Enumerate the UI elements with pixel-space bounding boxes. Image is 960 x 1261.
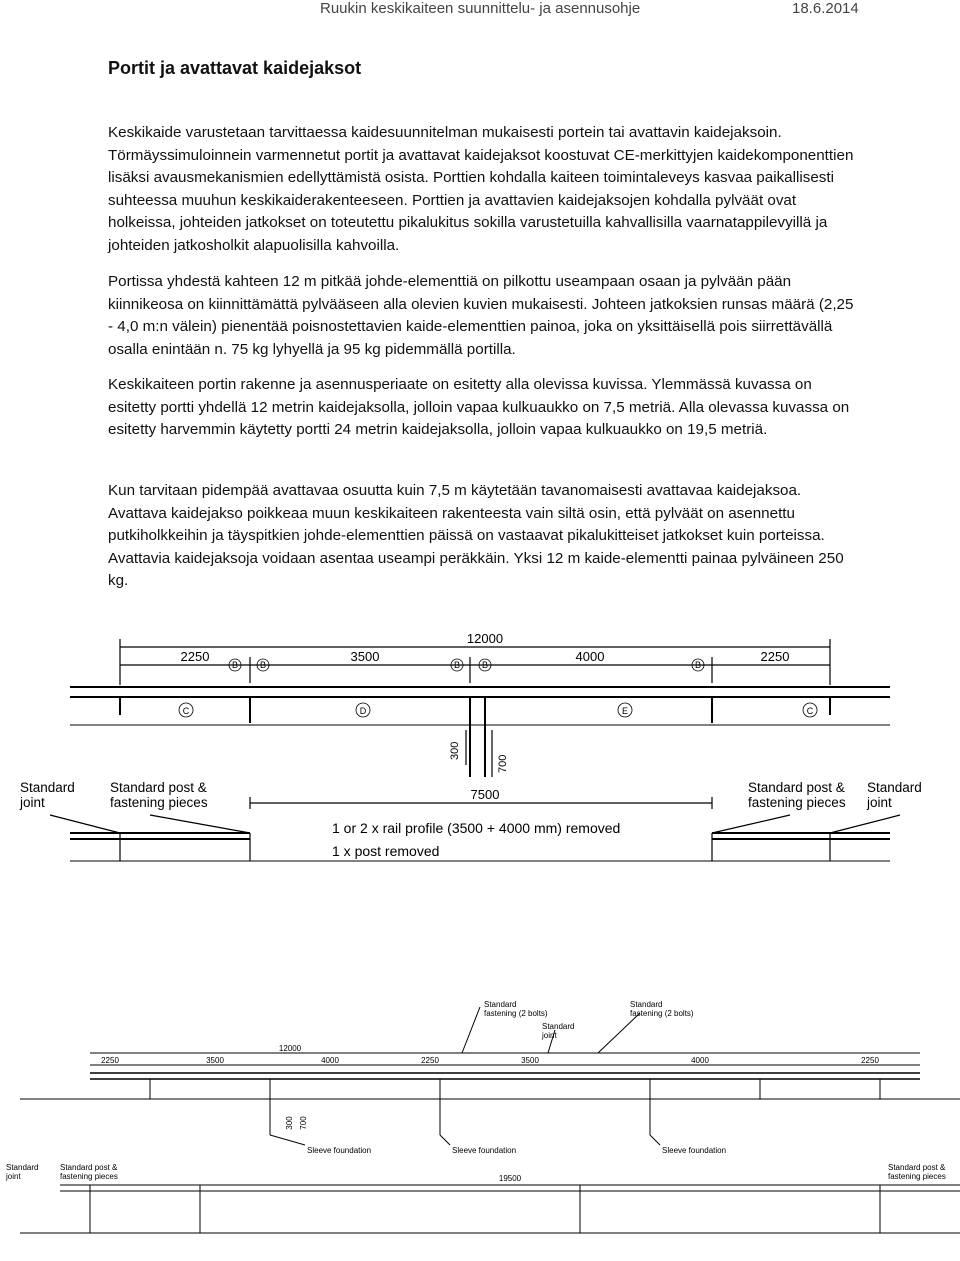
d2-std-fastening-b-2: fastening (2 bolts) (630, 1009, 694, 1018)
d1-left-joint-1: Standard (20, 780, 75, 795)
d2-seg-7: 2250 (861, 1056, 879, 1065)
d2-right-post-1: Standard post & (888, 1163, 946, 1172)
d1-note-1: 1 or 2 x rail profile (3500 + 4000 mm) removed (332, 820, 621, 836)
d1-detail-b2: B (259, 660, 267, 670)
d2-left-joint-1: Standard (6, 1163, 39, 1172)
paragraph-2: Portissa yhdestä kahteen 12 m pitkää johde-elementtiä on pilkottu useampaan osaan ja pylvään pään kiinnikeosa on kiinnittämättä pylvääseen alla olevien kuvien mukaisesti. Johteen jatkoksien runsas määrä (2,25 - 4,0 m:n välein) pienentää poisnostettavien kaide-elementtien painoa, joka on yksittäisellä pois siirrettävällä osalla enintään n. 75 kg lyhyellä ja 95 kg pidemmällä portilla. (108, 273, 854, 358)
d2-seg-1: 2250 (101, 1056, 119, 1065)
d2-right-post-2: fastening pieces (888, 1172, 946, 1181)
d1-seg-3: 4000 (575, 649, 605, 664)
document-title: Ruukin keskikaiteen suunnittelu- ja asennusohje (320, 0, 641, 17)
d2-std-fastening-a-1: Standard (484, 1000, 517, 1009)
d1-detail-d: D (359, 706, 367, 716)
d1-right-post-2: fastening pieces (748, 795, 846, 810)
d2-sleeve-1: Sleeve foundation (307, 1146, 372, 1155)
d1-detail-c2: C (806, 706, 814, 716)
d1-detail-c1: C (182, 706, 190, 716)
d2-seg-2: 3500 (206, 1056, 224, 1065)
d1-left-post-2: fastening pieces (110, 795, 208, 810)
d1-opening: 7500 (470, 787, 500, 802)
d1-note-2: 1 x post removed (332, 843, 440, 859)
section-title: Portit ja avattavat kaidejaksot (108, 58, 362, 78)
d1-right-post-1: Standard post & (748, 780, 845, 795)
d2-left-post-2: fastening pieces (60, 1172, 118, 1181)
d2-std-fastening-b-1: Standard (630, 1000, 663, 1009)
gate-diagram-12m (0, 625, 960, 895)
d1-detail-e: E (621, 706, 629, 716)
d2-sleeve-3: Sleeve foundation (662, 1146, 727, 1155)
d1-right-joint-2: joint (867, 795, 892, 810)
d1-seg-1: 2250 (180, 649, 210, 664)
d1-detail-b5: B (694, 660, 702, 670)
d2-std-fastening-a-2: fastening (2 bolts) (484, 1009, 548, 1018)
d1-detail-b3: B (453, 660, 461, 670)
d2-seg-6: 4000 (691, 1056, 709, 1065)
d1-total-length: 12000 (466, 631, 504, 646)
gate-diagram-24m (0, 995, 960, 1261)
page-header (320, 0, 859, 17)
d1-depth-300: 300 (449, 741, 461, 760)
d1-right-joint-1: Standard (867, 780, 922, 795)
d1-detail-b1: B (231, 660, 239, 670)
paragraph-4: Kun tarvitaan pidempää avattavaa osuutta kuin 7,5 m käytetään tavanomaisesti avattavaa kaidejaksoa. Avattava kaidejakso poikkeaa muun keskikaiteen rakenteesta vain siltä osin, että pylväät on asennettu putkiholkkeihin ja täyspitkien johde-elementtien päissä on vastaavat pikalukitteiset jatkokset kuin porteissa. Avattavia kaidejaksoja voidaan asentaa useampi peräkkäin. Yksi 12 m kaide-elementti painaa pylväineen 250 kg. (108, 482, 844, 590)
d1-left-post-1: Standard post & (110, 780, 207, 795)
paragraph-3: Keskikaiteen portin rakenne ja asennusperiaate on esitetty alla olevissa kuvissa. Ylemmässä kuvassa on esitetty portti yhdellä 12 metrin kaidejaksolla, jolloin vapaa kulkuaukko on 7,5 metriä. Alla olevassa kuvassa on esitetty harvemmin käytetty portti 24 metrin kaidejaksolla, jolloin vapaa kulkuaukko on 19,5 metriä. (108, 376, 850, 439)
d2-opening: 19500 (498, 1174, 522, 1183)
d1-seg-2: 3500 (350, 649, 380, 664)
d2-total-length: 12000 (278, 1044, 302, 1053)
d2-seg-3: 4000 (321, 1056, 339, 1065)
d1-detail-b4: B (481, 660, 489, 670)
d2-left-post-1: Standard post & (60, 1163, 118, 1172)
d1-left-joint-2: joint (20, 795, 45, 810)
d2-seg-5: 3500 (521, 1056, 539, 1065)
d2-sleeve-2: Sleeve foundation (452, 1146, 517, 1155)
document-date: 18.6.2014 (792, 0, 859, 17)
d2-depth-700: 700 (299, 1116, 308, 1130)
d2-std-joint-1: Standard (542, 1022, 575, 1031)
d2-depth-300: 300 (285, 1116, 294, 1130)
d1-depth-700: 700 (497, 754, 509, 773)
d1-seg-4: 2250 (760, 649, 790, 664)
d2-seg-4: 2250 (421, 1056, 439, 1065)
paragraph-1: Keskikaide varustetaan tarvittaessa kaidesuunnitelman mukaisesti portein tai avattavin kaidejaksoin. Törmäyssimuloinnein varmennetut portit ja avattavat kaidejaksot koostuvat CE-merkittyjen kaidekomponenttien lisäksi avausmekanismien edellyttämistä osista. Porttien kohdalla kaiteen toimintaleveys kasvaa paikallisesti suhteessa muuhun keskikaiderakenteeseen. Porttien ja avattavien kaidejaksojen kohdalla pylväät ovat holkeissa, johteiden jatkokset on toteutettu pikalukitus sokilla varustetuilla kahvallisilla vaarnatappilevyillä ja johteiden jatkosholkit alapuolisilla kahvoilla. (108, 124, 854, 254)
d2-left-joint-2: joint (6, 1172, 21, 1181)
d2-std-joint-2: joint (542, 1031, 557, 1040)
